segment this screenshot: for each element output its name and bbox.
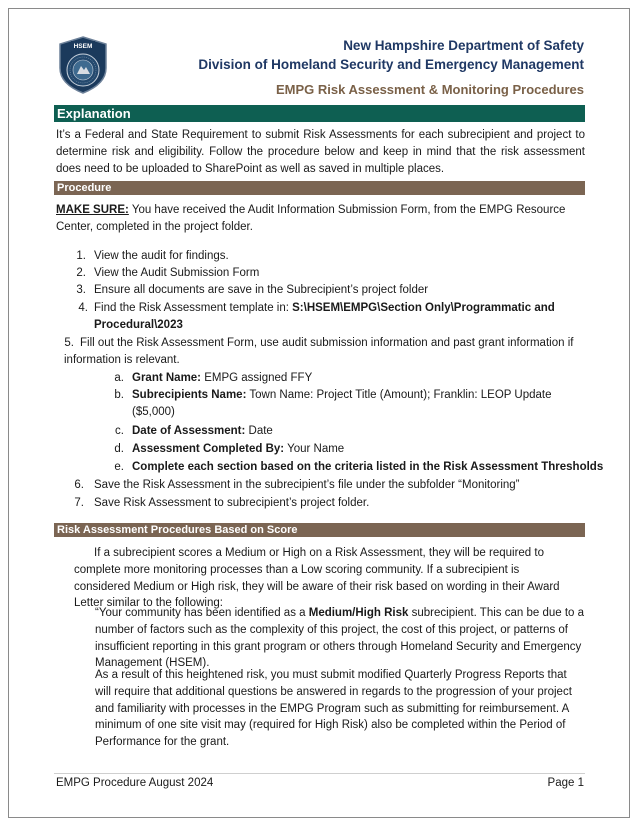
list-text: Ensure all documents are save in the Subrecipient’s project folder bbox=[94, 284, 429, 296]
field-value: EMPG assigned FFY bbox=[201, 372, 313, 384]
quote-text-pre: “Your community has been identified as a bbox=[95, 607, 309, 619]
field-label: Date of Assessment: bbox=[132, 425, 246, 437]
sub-list-letter: d. bbox=[114, 443, 124, 455]
footer-divider bbox=[54, 773, 585, 774]
quote-risk-level: Medium/High Risk bbox=[308, 607, 409, 619]
svg-text:HSEM: HSEM bbox=[73, 43, 93, 50]
sub-list-letter: a. bbox=[114, 372, 124, 384]
section-heading-procedure: Procedure bbox=[54, 181, 585, 195]
list-number: 3. bbox=[76, 284, 86, 296]
header-division: Division of Homeland Security and Emergency Management bbox=[198, 57, 584, 72]
field-value: Town Name: Project Title (Amount); Franklin: LEOP Update ($5,000) bbox=[132, 389, 552, 418]
make-sure-text: You have received the Audit Information Submission Form, from the EMPG Resource Center, completed in the project folder. bbox=[56, 204, 566, 233]
list-text: View the audit for findings. bbox=[94, 250, 229, 262]
field-value: Your Name bbox=[284, 443, 345, 455]
list-text: Save Risk Assessment to subrecipient’s project folder. bbox=[94, 497, 370, 509]
quote-text-post: subrecipient. This can be due to a number of factors such as the complexity of this project, the cost of this project, or patterns of insufficient reporting in this grant program or others through Homeland Security and Emergency Management (HSEM). bbox=[95, 607, 585, 670]
list-number: 6. bbox=[74, 479, 84, 491]
list-number: 7. bbox=[74, 497, 84, 509]
header-department: New Hampshire Department of Safety bbox=[343, 38, 584, 53]
step5-text: Fill out the Risk Assessment Form, use audit submission information and past grant information if information is relevant. bbox=[64, 337, 574, 366]
section-heading-explanation: Explanation bbox=[54, 105, 585, 122]
hsem-seal-logo bbox=[58, 36, 108, 94]
template-path: S:\HSEM\EMPG\Section Only\Programmatic and Procedural\2023 bbox=[94, 302, 555, 331]
list-number: 4. bbox=[78, 302, 88, 314]
field-label: Subrecipients Name: bbox=[132, 389, 247, 401]
award-letter-quote-continued: As a result of this heightened risk, you must submit modified Quarterly Progress Reports that will require that additional questions be answered in regards to the progression of your project and familiarity with processes in the EMPG Program such as submitting for reimbursement. A minimum of one site visit may (required for High Risk) also be completed within the Period of Performance for the grant. bbox=[95, 669, 572, 749]
field-value: Date bbox=[245, 425, 273, 437]
sub-list-letter: b. bbox=[114, 389, 124, 401]
footer-page-number: Page 1 bbox=[547, 777, 584, 789]
list-text bbox=[94, 300, 588, 334]
explanation-paragraph: It’s a Federal and State Requirement to submit Risk Assessments for each subrecipient and project to determine risk and eligibility. Follow the procedure below and keep in mind that the risk assessment does need to be uploaded to SharePoint as well as saved in multiple places. bbox=[56, 129, 585, 175]
section-heading-risk-score: Risk Assessment Procedures Based on Score bbox=[54, 523, 585, 537]
make-sure-note bbox=[56, 202, 585, 236]
sub-list-letter: e. bbox=[114, 461, 124, 473]
field-label: Complete each section based on the criteria listed in the Risk Assessment Thresholds bbox=[132, 461, 604, 473]
score-paragraph: If a subrecipient scores a Medium or High on a Risk Assessment, they will be required to complete more monitoring processes than a Low scoring community. If a subrecipient is considered Medium or High risk, they will be aware of their risk based on wording in their Award Letter similar to the following: bbox=[74, 547, 560, 610]
list-text: Save the Risk Assessment in the subrecipient’s file under the subfolder “Monitoring” bbox=[94, 479, 520, 491]
step4-text: Find the Risk Assessment template in: bbox=[94, 302, 293, 314]
award-letter-quote bbox=[95, 605, 585, 672]
make-sure-label: MAKE SURE: bbox=[56, 204, 129, 216]
list-number: 2. bbox=[76, 267, 86, 279]
list-number: 1. bbox=[76, 250, 86, 262]
field-label: Grant Name: bbox=[132, 372, 202, 384]
list-text: View the Audit Submission Form bbox=[94, 267, 260, 279]
sub-list-letter: c. bbox=[115, 425, 124, 437]
header-document-title: EMPG Risk Assessment & Monitoring Procedures bbox=[276, 82, 584, 97]
footer-document-name: EMPG Procedure August 2024 bbox=[56, 777, 214, 789]
list-number: 5. bbox=[64, 337, 74, 349]
field-label: Assessment Completed By: bbox=[132, 443, 285, 455]
